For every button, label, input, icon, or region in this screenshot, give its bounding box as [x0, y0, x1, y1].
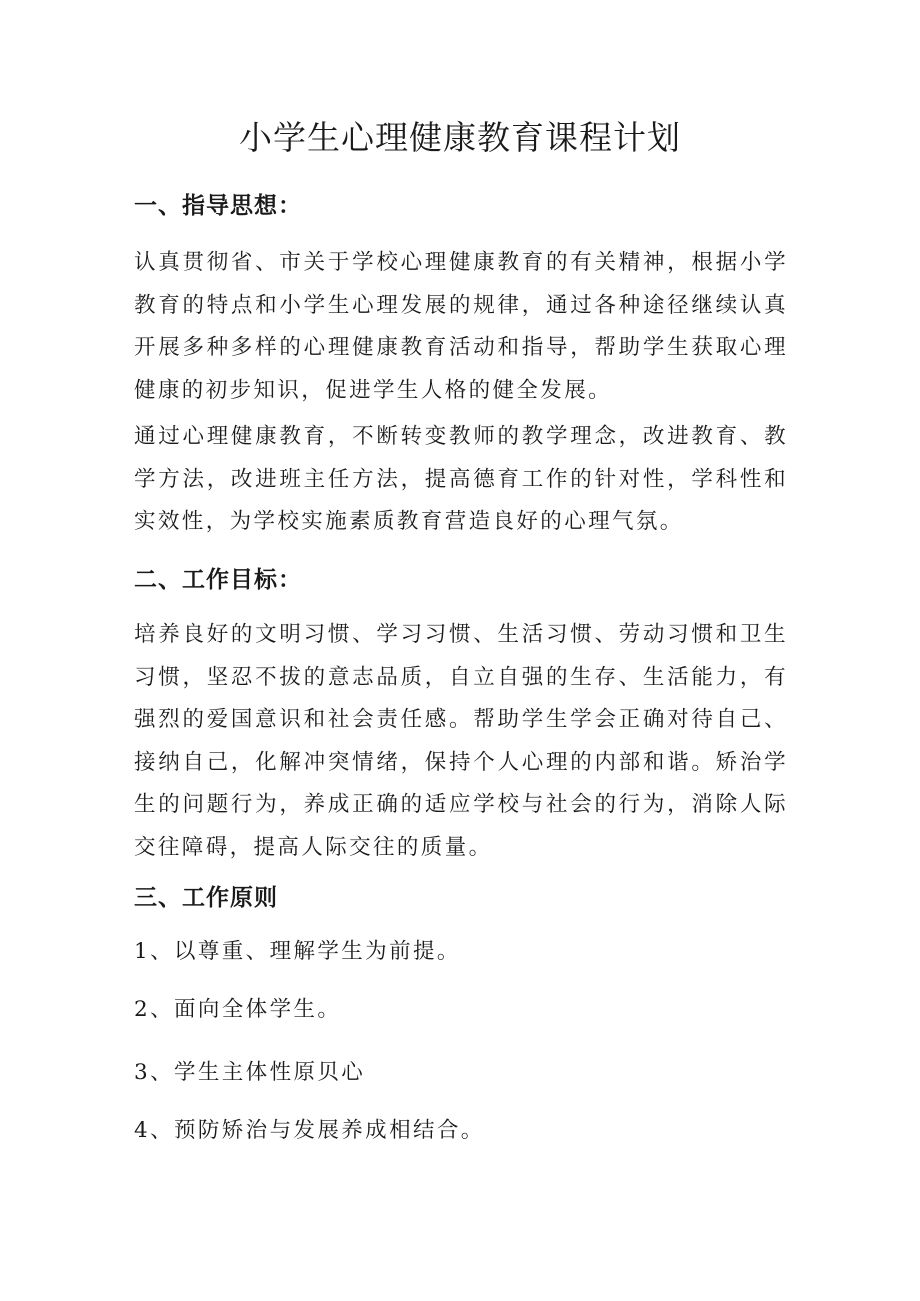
- section-heading-work-goals: 二、工作目标：: [134, 567, 302, 593]
- paragraph: 通过心理健康教育，不断转变教师的教学理念，改进教育、教学方法，改进班主任方法，提高德育工作的针对性，学科性和实效性，为学校实施素质教育营造良好的心理气氛。: [134, 424, 788, 534]
- section-heading-work-principles: 三、工作原则: [134, 885, 278, 911]
- list-item: 4、预防矫治与发展养成相结合。: [134, 1118, 485, 1143]
- document-title: 小学生心理健康教育课程计划: [239, 118, 681, 157]
- paragraph: 认真贯彻省、市关于学校心理健康教育的有关精神，根据小学教育的特点和小学生心理发展的规律，通过各种途径继续认真开展多种多样的心理健康教育活动和指导，帮助学生获取心理健康的初步知识，促进学生人格的健全发展。: [134, 250, 788, 403]
- section-heading-guiding-ideology: 一、指导思想：: [134, 193, 302, 219]
- list-item: 3、学生主体性原贝心: [134, 1060, 366, 1085]
- paragraph: 培养良好的文明习惯、学习习惯、生活习惯、劳动习惯和卫生习惯，坚忍不拔的意志品质，自立自强的生存、生活能力，有强烈的爱国意识和社会责任感。帮助学生学会正确对待自己、接纳自己，化解冲突情绪，保持个人心理的内部和谐。矫治学生的问题行为，养成正确的适应学校与社会的行为，消除人际交往障碍，提高人际交往的质量。: [134, 622, 788, 860]
- list-item: 1、以尊重、理解学生为前提。: [134, 939, 461, 964]
- list-item: 2、面向全体学生。: [134, 997, 342, 1022]
